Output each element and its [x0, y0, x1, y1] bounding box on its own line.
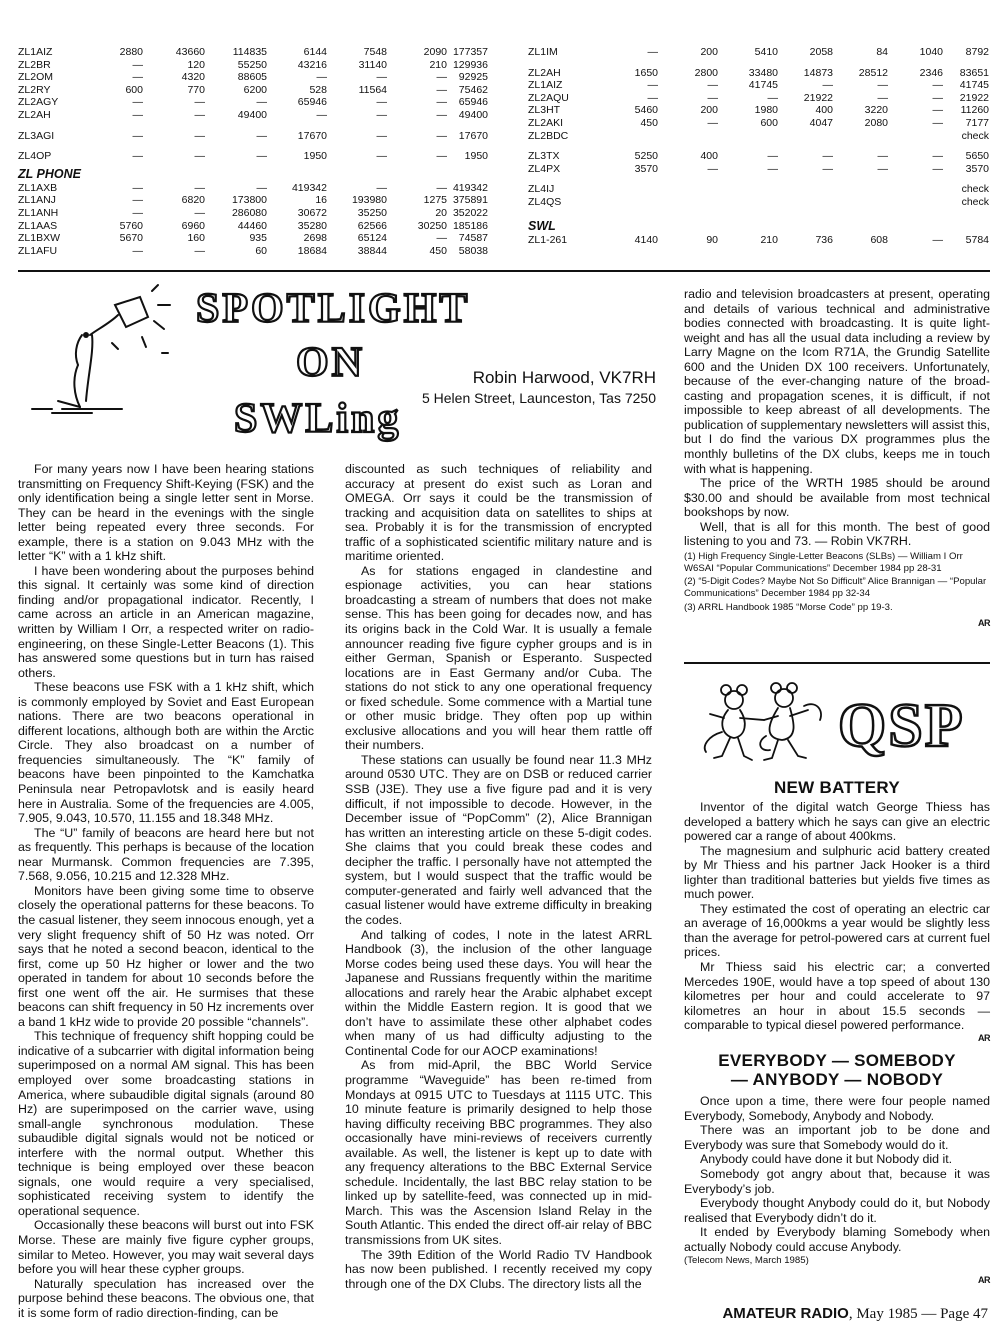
callsign: ZL1ANH: [18, 206, 59, 219]
score-value: 160: [187, 232, 205, 245]
paragraph: The 39th Edition of the World Radio TV Handbook has now been published. I recently received my copy through one of the DX Clubs. The directory lists all the: [345, 1247, 652, 1291]
score-value: —: [194, 206, 205, 219]
paragraph: Occasionally these beacons will burst out into FSK Morse. These are mainly five figure cypher groups, similar to Meteo. However, you may wait several days before you will hear these cypher groups.: [18, 1218, 314, 1277]
score-value: 17670: [458, 129, 488, 142]
score-row: [18, 46, 488, 59]
score-value: 1040: [919, 46, 943, 58]
score-value: 11564: [358, 83, 387, 96]
score-value: —: [132, 129, 143, 142]
score-value: 84: [876, 46, 888, 58]
callsign: ZL2AH: [528, 66, 561, 79]
score-value: 6144: [303, 46, 327, 58]
score-value: 35250: [357, 206, 387, 219]
score-value: 75462: [458, 83, 488, 96]
score-value: [833, 183, 888, 196]
score-value: check: [961, 195, 989, 208]
battery-heading: NEW BATTERY: [773, 778, 901, 797]
score-value: 38844: [357, 244, 387, 257]
score-value: —: [132, 194, 143, 207]
score-value: 210: [760, 233, 778, 246]
score-value: 450: [429, 244, 447, 257]
score-value: 200: [700, 46, 718, 58]
callsign: ZL1ANJ: [18, 194, 56, 207]
score-value: —: [647, 46, 658, 58]
score-row: [18, 207, 488, 220]
score-value: —: [194, 181, 205, 194]
score-value: —: [194, 96, 205, 109]
score-value: [888, 196, 943, 209]
score-value: —: [822, 150, 833, 163]
score-row: [528, 104, 989, 117]
score-value: 58038: [458, 244, 488, 257]
score-value: 210: [429, 58, 447, 71]
everybody-heading-line1: EVERYBODY — SOMEBODY: [718, 1051, 956, 1071]
paragraph: This technique of frequency shift hopping could be indicative of a subcarrier with digital information being superimposed on a normal AM signal. This has been employed over some broadcasting stations in America, where subaudible digital signals (around 80 Hz) are superimposed on the carrier wave, using small-angle synchronous modulation. These subaudible digital signals would not be noticed or interfere with the normal output. Whether this technique is being employed over these beacon signals, one would require a very specialised, sophisticated receiving system to identify the operational sequence.: [18, 1029, 314, 1218]
everybody-source: (Telecom News, March 1985): [684, 1255, 809, 1267]
paragraph: As for stations engaged in clandestine and espionage activities, you can hear stations broadcasting a stream of numbers that does not make sense. This has been going for decades now, and has its origins back in the Cold War. It is usually a female announcer reading five figure cypher groups and is in either German, Spanish or Esperanto. Suspected locations are in East Germany and/or Cuba. The stations do not stick to any one operational frequency or fixed schedule. Some commence with a Martial tune or other music bridge. They often pop up within exclusive allocations and you will hear them rattle off their numbers.: [345, 563, 652, 753]
score-value: 4047: [809, 116, 833, 129]
score-value: [658, 183, 718, 196]
reference-item: (2) “5-Digit Codes? Maybe Not So Difficult” Alice Brannigan — “Popular Communications” December 1984 pp 32-34: [684, 576, 987, 600]
score-value: 185186: [452, 219, 488, 232]
score-value: 770: [187, 83, 205, 96]
score-value: 3570: [634, 162, 658, 175]
score-value: 129936: [452, 58, 488, 71]
score-value: 30672: [297, 206, 327, 219]
paragraph: Inventor of the digital watch George Thiess has developed a battery which he says can give an electric powered car a range of about 400kms.: [684, 800, 990, 844]
article-column-1: [18, 462, 314, 1320]
score-value: 3570: [965, 162, 989, 175]
score-row: [18, 130, 488, 143]
score-value: —: [436, 181, 447, 194]
score-value: —: [877, 91, 888, 104]
callsign: ZL2AGY: [18, 96, 59, 109]
score-value: 400: [700, 150, 718, 163]
score-value: 88605: [237, 71, 267, 84]
callsign: ZL4PX: [528, 162, 561, 175]
score-row: [528, 142, 989, 150]
score-value: —: [877, 79, 888, 92]
score-value: 600: [760, 116, 778, 129]
score-value: —: [436, 108, 447, 121]
callsign: ZL2BR: [18, 58, 51, 71]
score-value: 2080: [864, 116, 888, 129]
score-value: 41745: [748, 79, 778, 92]
score-value: —: [932, 150, 943, 163]
footer-date-page: , May 1985 — Page 47: [848, 1306, 988, 1322]
callsign: ZL4OP: [18, 150, 52, 163]
paragraph: For many years now I have been hearing stations transmitting on Frequency Shift-Keying (FSK) and the only identification being a single letter sent in Morse. They can be heard in the evenings with the single letter being repeated every three seconds. For example, there is a station on 9.043 MHz with the letter “K” with a 1 kHz shift.: [18, 462, 314, 564]
score-value: —: [194, 108, 205, 121]
author-name: Robin Harwood, VK7RH: [472, 368, 656, 387]
score-value: 600: [125, 83, 143, 96]
score-value: —: [707, 116, 718, 129]
score-value: 935: [249, 232, 267, 245]
qsp-logo: QSP: [838, 692, 965, 760]
callsign: ZL4QS: [528, 195, 562, 208]
score-value: 419342: [452, 181, 488, 194]
spotlight-title-line1: SPOTLIGHT: [196, 286, 471, 332]
score-row: [18, 232, 488, 245]
score-value: 1650: [634, 66, 658, 79]
score-value: 114835: [232, 46, 267, 58]
battery-end-mark: AR: [978, 1032, 990, 1043]
paragraph: There was an important job to be done and Everybody was sure that Somebody would do it.: [684, 1123, 990, 1152]
paragraph: Naturally speculation has increased over the purpose behind these beacons. The obvious one, that it is some form of radio direction-finding, can be: [18, 1276, 314, 1320]
article-column-2: [345, 462, 652, 1291]
paragraph: The price of the WRTH 1985 should be around $30.00 and should be available from most technical bookshops by now.: [684, 476, 990, 520]
score-value: —: [256, 150, 267, 163]
score-row: [528, 130, 989, 143]
score-row: [18, 71, 488, 84]
score-value: [718, 130, 778, 143]
score-row: [528, 183, 989, 196]
score-value: 83651: [959, 66, 989, 79]
score-value: —: [436, 96, 447, 109]
score-value: 44460: [237, 219, 267, 232]
score-value: —: [707, 162, 718, 175]
score-row: [528, 234, 989, 247]
score-value: 30250: [417, 219, 447, 232]
callsign: ZL4IJ: [528, 183, 555, 196]
score-row: [18, 59, 488, 72]
score-row: [528, 67, 989, 80]
paragraph: Well, that is all for this month. The best of good listening to you and 73. — Robin VK7RH.: [684, 519, 990, 549]
paragraph: As from mid-April, the BBC World Service programme “Waveguide” has been re-timed from Mondays at 0915 UTC to Tuesdays at 1115 UTC. This 10 minute feature is primarily designed to help those having difficulty receiving BBC programmes. They also occasionally have mini-reviews of receivers currently available. As well, the listener is kept up to date with any frequency alterations to the BBC External Service schedule. Incidentally, the last BBC relay station to be linked up by satellite-feed, was connected up in mid-March. This was the Ascension Island Relay in the South Atlantic. This ended the direct off-air relay of BBC transmissions from UK sites.: [345, 1058, 652, 1247]
score-value: 92925: [458, 71, 488, 84]
score-value: —: [822, 79, 833, 92]
callsign: ZL2OM: [18, 71, 54, 84]
score-value: 49400: [237, 108, 267, 121]
score-value: —: [194, 244, 205, 257]
score-value: 2880: [119, 46, 143, 58]
score-value: —: [436, 71, 447, 84]
score-value: [778, 183, 833, 196]
score-value: —: [132, 206, 143, 219]
score-value: [833, 196, 888, 209]
score-table-left: [18, 46, 488, 257]
score-row: [18, 194, 488, 207]
score-value: 33480: [748, 66, 778, 79]
score-value: —: [132, 58, 143, 71]
score-value: 5760: [119, 219, 143, 232]
score-value: 43660: [175, 46, 205, 58]
score-value: —: [256, 181, 267, 194]
score-value: —: [132, 108, 143, 121]
score-row: [528, 150, 989, 163]
score-value: 2346: [919, 66, 943, 79]
paragraph: These beacons use FSK with a 1 kHz shift, which is commonly employed by Soviet and East European nations. There are two beacons operational in different locations, although both are within the Arctic Circle. They also broadcast on a number of frequencies simultaneously. The “K” family of beacons have been pinpointed to the Kamchatka Peninsula near Petropavlotsk and is easily heard here in Australia. Some of the frequencies are 4.005, 7.905, 9.043, 10.570, 11.155 and 18.348 MHz.: [18, 680, 314, 826]
score-value: 4320: [181, 71, 205, 84]
paragraph: I have been wondering about the purposes behind this signal. It certainly was some kind of direction finding and/or propagational indicator. Recently, I came across an article in an American magazine, written by William I Orr, a respected writer on radio-engineering, on these Single-Letter Beacons (1). This has answered some questions but in turn has raised others.: [18, 563, 314, 680]
score-value: 5784: [965, 233, 989, 246]
callsign: ZL2RY: [18, 83, 51, 96]
score-value: —: [436, 83, 447, 96]
score-value: [718, 196, 778, 209]
score-value: 28512: [858, 66, 888, 79]
score-value: 65946: [297, 96, 327, 109]
score-row: [528, 92, 989, 105]
score-value: —: [194, 129, 205, 142]
score-value: —: [436, 232, 447, 245]
callsign: ZL1AIZ: [18, 46, 53, 58]
score-row: [18, 142, 488, 150]
score-value: 352022: [452, 206, 488, 219]
score-value: 375891: [452, 194, 488, 207]
score-value: —: [376, 129, 387, 142]
score-value: [598, 183, 658, 196]
score-value: —: [132, 96, 143, 109]
paragraph: It ended by Everybody blaming Somebody when actually Nobody could accuse Anybody.: [684, 1225, 990, 1254]
score-value: —: [932, 104, 943, 117]
score-value: 43216: [297, 58, 327, 71]
score-value: 14873: [803, 66, 833, 79]
references: [684, 551, 990, 614]
score-value: [598, 196, 658, 209]
paragraph: Mr Thiess said his electric car; a converted Mercedes 190E, would have a top speed of about 130 kilometres per hour and could accelerate to 97 kilometres an hour in about 15.5 seconds — comparable to typical diesel powered performance.: [684, 960, 990, 1033]
score-value: 2090: [423, 46, 447, 58]
footer-magazine: AMATEUR RADIO: [722, 1305, 849, 1322]
score-value: 5460: [634, 104, 658, 117]
score-row: [528, 175, 989, 183]
score-value: —: [932, 233, 943, 246]
score-value: 7548: [363, 46, 387, 58]
score-value: [718, 183, 778, 196]
score-value: 8792: [965, 46, 989, 58]
score-value: 41745: [959, 79, 989, 92]
score-row: [528, 117, 989, 130]
score-value: 173800: [231, 194, 267, 207]
score-row: [18, 182, 488, 195]
score-value: 177357: [452, 46, 488, 58]
paragraph: discounted as such techniques of reliability and accuracy at present do exist such as Loran and OMEGA. Orr says it could be the transmission of tracking and acquisition data on satellites to ships at sea. Probably it is for the transmission of encrypted traffic of a sophisticated scientific military nature and is maritime oriented.: [345, 462, 652, 564]
score-value: 1275: [423, 194, 447, 207]
section-divider: [684, 662, 990, 664]
score-value: 17670: [297, 129, 327, 142]
score-value: 3220: [864, 104, 888, 117]
score-value: —: [932, 162, 943, 175]
score-value: 528: [309, 83, 327, 96]
callsign: ZL2AKI: [528, 116, 564, 129]
score-value: —: [767, 91, 778, 104]
score-value: —: [132, 71, 143, 84]
score-value: [658, 196, 718, 209]
paragraph: These stations can usually be found near 11.3 MHz around 0530 UTC. They are on DSB or reduced carrier SSB (J3E). They use a five figure pad and it is very difficult, if not impossible to decode. However, in the December issue of “PopComm” (2), Alice Brannigan has written an interesting article on these 5-digit codes. She claims that you could break these codes and decipher the traffic. I personally have not attempted the system, but I would suspect that the traffic would be computer-generated and fairly well advanced that the casual listener would have extreme difficulty in breaking the codes.: [345, 752, 652, 927]
score-value: —: [877, 150, 888, 163]
score-value: 2058: [809, 46, 833, 58]
article-column-3: [684, 287, 990, 630]
paragraph: Somebody got angry about that, because it was Everybody’s job.: [684, 1167, 990, 1196]
score-value: —: [932, 116, 943, 129]
callsign: ZL1AXB: [18, 181, 58, 194]
page-footer: [722, 1305, 988, 1323]
callsign: ZL1IM: [528, 46, 558, 58]
everybody-end-mark: AR: [978, 1275, 990, 1286]
score-value: —: [647, 91, 658, 104]
score-value: 6820: [181, 194, 205, 207]
score-value: 608: [870, 233, 888, 246]
paragraph: Monitors have been giving some time to observe closely the operational patterns for these beacons. To the casual listener, they seem innocous enough, yet a very slight frequency shift of 50 Hz was noted. Orr says that he noted a second beacon, identical to the first, come up 50 Hz higher or lower and the two operated in tandem for about 10 seconds before the first one went off the air. He surmises that these beacons can shift frequency in 50 Hz increments over a band 1 kHz wide to provide 20 possible “channels”.: [18, 883, 314, 1029]
callsign: ZL1AIZ: [528, 79, 563, 92]
score-value: 5670: [119, 232, 143, 245]
score-value: —: [647, 79, 658, 92]
score-value: —: [256, 96, 267, 109]
callsign: ZL3AGI: [18, 129, 55, 142]
score-value: 1950: [464, 150, 488, 163]
score-value: —: [932, 91, 943, 104]
end-mark: AR: [978, 617, 990, 628]
score-value: —: [132, 181, 143, 194]
divider-rule: [18, 270, 990, 272]
paragraph: Once upon a time, there were four people named Everybody, Somebody, Anybody and Nobody.: [684, 1094, 990, 1123]
callsign: ZL1AFU: [18, 244, 58, 257]
score-value: —: [877, 162, 888, 175]
score-value: 60: [255, 244, 267, 257]
score-value: 4140: [634, 233, 658, 246]
score-value: 7177: [965, 116, 989, 129]
score-section-heading: ZL PHONE: [18, 166, 81, 181]
score-value: —: [376, 181, 387, 194]
score-row: [18, 220, 488, 233]
dancing-mice-illustration: [694, 680, 844, 770]
score-value: 6200: [243, 83, 267, 96]
callsign: ZL1-261: [528, 233, 568, 246]
paragraph: The magnesium and sulphuric acid battery created by Mr Thiess and his partner Jack Hooker is a third lighter than traditional batteries but yields five times as much power.: [684, 843, 990, 902]
score-value: [888, 130, 943, 143]
score-value: —: [767, 162, 778, 175]
lamp-illustration: [22, 283, 192, 423]
score-value: [888, 183, 943, 196]
paragraph: The “U” family of beacons are heard here but not as frequently. This perhaps is because of the location near Murmansk. Common frequencies are 7.395, 7.568, 9.056, 10.215 and 12.328 MHz.: [18, 825, 314, 884]
score-value: 450: [640, 116, 658, 129]
score-value: 419342: [291, 181, 327, 194]
score-value: 20: [435, 206, 447, 219]
reference-item: (1) High Frequency Single-Letter Beacons (SLBs) — William I Orr W6SAI “Popular Communications” December 1984 pp 28-31: [684, 550, 963, 574]
score-value: 400: [815, 104, 833, 117]
callsign: ZL3HT: [528, 104, 561, 117]
score-value: 65124: [357, 232, 387, 245]
score-row: [18, 96, 488, 109]
score-value: 35280: [297, 219, 327, 232]
score-row: [18, 109, 488, 122]
score-value: —: [376, 150, 387, 163]
callsign: ZL2BDC: [528, 129, 569, 142]
score-row: [528, 59, 989, 67]
score-row: [528, 79, 989, 92]
score-value: —: [822, 162, 833, 175]
score-value: 90: [706, 233, 718, 246]
score-value: 5410: [754, 46, 778, 58]
callsign: ZL2AH: [18, 108, 51, 121]
score-row: [18, 245, 488, 258]
score-value: 200: [700, 104, 718, 117]
score-row: [18, 122, 488, 130]
score-value: 11260: [960, 104, 989, 117]
paragraph: And talking of codes, I note in the latest ARRL Handbook (3), the inclusion of the other language Morse codes being used these days. You will hear the Japanese and Russians frequently within the maritime allocations and rarely hear the Arabic alphabet except within the Middle Eastern region. It is good that we don’t have to assimilate these other alphabet codes when many of us had difficulty adjusting to the Continental Code for our AOCP examinations!: [345, 927, 652, 1058]
everybody-heading-line2: — ANYBODY — NOBODY: [730, 1070, 944, 1090]
paragraph: radio and television broadcasters at present, operating and details of various technical and administrative bodies connected with broadcasting. It is quite light-weight and has all the usual data including a review by Larry Magne on the Icom R71A, the Grundig Satellite 600 and the Uniden DX 100 receivers. Unfortunately, because of the ever-changing nature of the broad-casting and propagation scenes, it is difficult, if not impossible to keep abreast of all developments. The publication of supplementary newsletters will assist this, but I do find the various DX programmes plus the monthly bulletins of the DX clubs, keeps me in touch with what is happening.: [684, 287, 990, 476]
score-value: [778, 130, 833, 143]
callsign: ZL3TX: [528, 150, 560, 163]
callsign: ZL2AQU: [528, 91, 569, 104]
score-value: 5250: [634, 150, 658, 163]
score-value: 736: [815, 233, 833, 246]
reference-item: (3) ARRL Handbook 1985 “Morse Code” pp 19-3.: [684, 602, 893, 614]
score-value: —: [256, 129, 267, 142]
score-value: [658, 130, 718, 143]
callsign: ZL1AAS: [18, 219, 58, 232]
spotlight-title-line2: ON: [296, 340, 365, 386]
spotlight-title-line3: SWLing: [234, 396, 402, 442]
score-value: 31140: [358, 58, 387, 71]
score-value: 2800: [694, 66, 718, 79]
score-value: 21922: [959, 91, 989, 104]
score-value: 120: [187, 58, 205, 71]
score-value: 6960: [181, 219, 205, 232]
score-row: [528, 163, 989, 176]
score-value: 62566: [357, 219, 387, 232]
score-value: 55250: [237, 58, 267, 71]
score-value: [833, 130, 888, 143]
score-table-right: [528, 46, 989, 246]
score-row: [18, 150, 488, 163]
score-value: 286080: [231, 206, 267, 219]
score-value: —: [376, 71, 387, 84]
score-value: 65946: [458, 96, 488, 109]
score-value: 21922: [803, 91, 833, 104]
score-value: check: [961, 129, 989, 142]
score-value: —: [932, 79, 943, 92]
score-value: —: [316, 71, 327, 84]
score-value: [778, 196, 833, 209]
score-row: [528, 46, 989, 59]
score-value: —: [767, 150, 778, 163]
paragraph: Anybody could have done it but Nobody did it.: [700, 1152, 953, 1167]
score-value: [598, 130, 658, 143]
score-value: —: [436, 129, 447, 142]
score-row: [18, 84, 488, 97]
score-value: 74587: [458, 232, 488, 245]
score-value: check: [961, 183, 989, 196]
score-value: 18684: [297, 244, 327, 257]
author-address: 5 Helen Street, Launceston, Tas 7250: [421, 390, 656, 406]
score-section-heading: SWL: [528, 218, 556, 233]
score-value: —: [436, 150, 447, 163]
score-value: 1980: [754, 104, 778, 117]
score-value: —: [132, 150, 143, 163]
score-value: 193980: [351, 194, 387, 207]
score-value: —: [194, 150, 205, 163]
score-value: —: [376, 96, 387, 109]
callsign: ZL1BXW: [18, 232, 61, 245]
paragraph: Everybody thought Anybody could do it, but Nobody realised that Everybody didn’t do it.: [684, 1196, 990, 1225]
score-value: 1950: [303, 150, 327, 163]
score-value: 2698: [303, 232, 327, 245]
score-value: 5650: [965, 150, 989, 163]
score-value: —: [707, 91, 718, 104]
qsp-column: [684, 778, 990, 1288]
score-value: —: [707, 79, 718, 92]
score-value: —: [376, 108, 387, 121]
score-value: 49400: [458, 108, 488, 121]
score-value: —: [316, 108, 327, 121]
paragraph: They estimated the cost of operating an electric car an average of 16,000kms a year would be slightly less than the average for petrol-powered cars at current fuel prices.: [684, 901, 990, 960]
score-row: [528, 196, 989, 209]
score-value: 16: [315, 194, 327, 207]
score-value: —: [132, 244, 143, 257]
